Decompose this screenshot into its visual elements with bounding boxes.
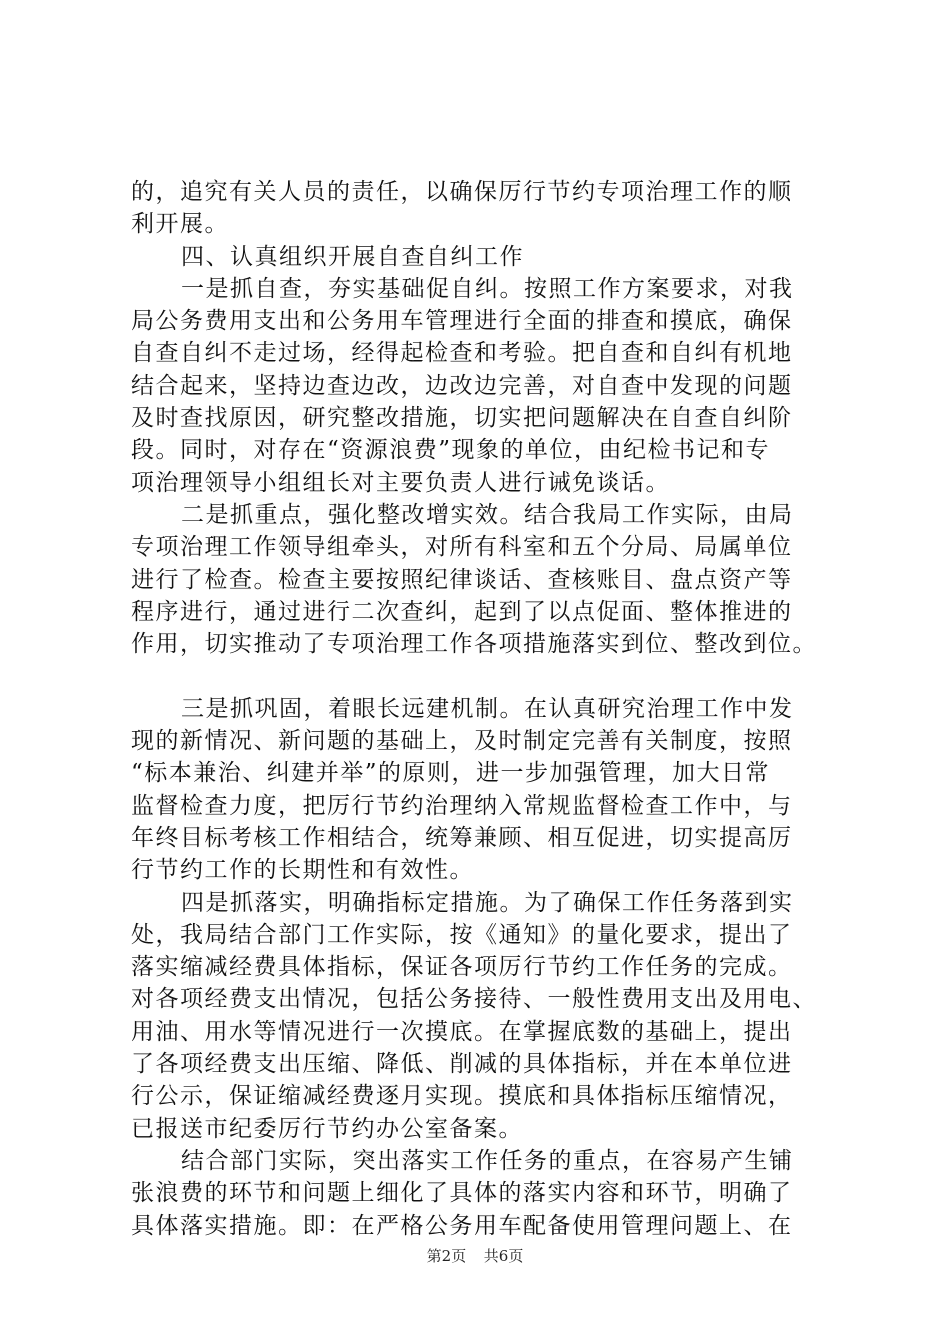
text-line: 专项治理工作领导组牵头，对所有科室和五个分局、局属单位 (131, 534, 793, 561)
section-heading: 四、认真组织开展自查自纠工作 (181, 243, 524, 270)
text-line: 进行了检查。检查主要按照纪律谈话、查核账目、盘点资产等 (131, 566, 793, 593)
text-line: 张浪费的环节和问题上细化了具体的落实内容和环节，明确了 (131, 1180, 793, 1207)
text-line: 已报送市纪委厉行节约办公室备案。 (131, 1115, 523, 1142)
text-line: 年终目标考核工作相结合，统筹兼顾、相互促进，切实提高厉 (131, 824, 793, 851)
text-line: 监督检查力度，把厉行节约治理纳入常规监督检查工作中，与 (131, 792, 793, 819)
text-line: 程序进行，通过进行二次查纠，起到了以点促面、整体推进的 (131, 598, 793, 625)
text-line: 段。同时，对存在“资源浪费”现象的单位，由纪检书记和专 (131, 437, 771, 464)
text-line: 现的新情况、新问题的基础上，及时制定完善有关制度，按照 (131, 728, 793, 755)
text-line: 局公务费用支出和公务用车管理进行全面的排查和摸底，确保 (131, 308, 793, 335)
page-footer (0, 1245, 950, 1266)
page-number: 第2页 (426, 1247, 467, 1265)
text-line: 结合起来，坚持边查边改，边改边完善，对自查中发现的问题 (131, 372, 793, 399)
text-line: 落实缩减经费具体指标，保证各项厉行节约工作任务的完成。 (131, 954, 793, 981)
text-line: 及时查找原因，研究整改措施，切实把问题解决在自查自纠阶 (131, 405, 793, 432)
text-line: 作用，切实推动了专项治理工作各项措施落实到位、整改到位。 (131, 631, 817, 658)
text-line: 处，我局结合部门工作实际，按《通知》的量化要求，提出了 (131, 921, 793, 948)
text-line: 了各项经费支出压缩、降低、削减的具体指标，并在本单位进 (131, 1051, 793, 1078)
text-line: 对各项经费支出情况，包括公务接待、一般性费用支出及用电、 (131, 986, 817, 1013)
paragraph-gap (131, 660, 831, 692)
text-line: “标本兼治、纠建并举”的原则，进一步加强管理，加大日常 (131, 760, 771, 787)
paragraph-start: 三是抓巩固，着眼长远建机制。在认真研究治理工作中发 (181, 695, 794, 722)
text-line: 行节约工作的长期性和有效性。 (131, 857, 474, 884)
text-line: 具体落实措施。即：在严格公务用车配备使用管理问题上、在 (131, 1212, 793, 1239)
text-line: 的，追究有关人员的责任，以确保厉行节约专项治理工作的顺 (131, 179, 793, 205)
paragraph-start: 一是抓自查，夯实基础促自纠。按照工作方案要求，对我 (181, 275, 794, 302)
text-line: 自查自纠不走过场，经得起检查和考验。把自查和自纠有机地 (131, 340, 793, 367)
text-line: 项治理领导小组组长对主要负责人进行诫免谈话。 (131, 469, 670, 496)
page-total: 共6页 (483, 1247, 524, 1265)
paragraph-start: 结合部门实际，突出落实工作任务的重点，在容易产生铺 (181, 1147, 794, 1174)
document-body (131, 176, 831, 1242)
paragraph-start: 二是抓重点，强化整改增实效。结合我局工作实际，由局 (181, 501, 794, 528)
text-line: 行公示，保证缩减经费逐月实现。摸底和具体指标压缩情况， (131, 1083, 793, 1110)
text-line: 利开展。 (131, 211, 229, 238)
paragraph-start: 四是抓落实，明确指标定措施。为了确保工作任务落到实 (181, 889, 794, 916)
text-line: 用油、用水等情况进行一次摸底。在掌握底数的基础上，提出 (131, 1018, 793, 1045)
